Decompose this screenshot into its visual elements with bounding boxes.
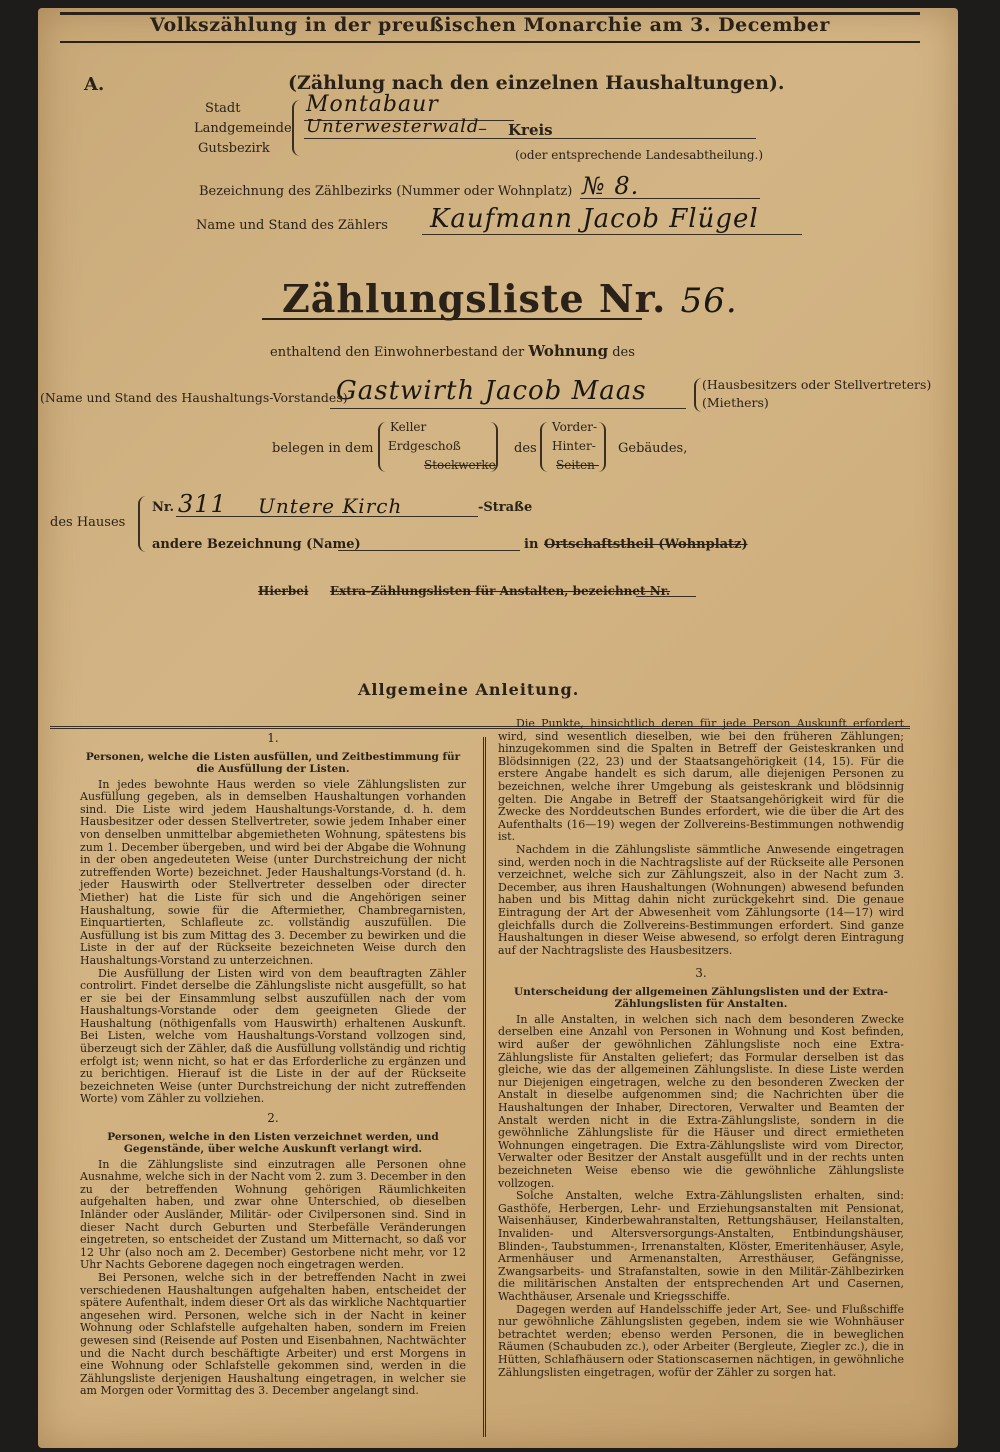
section-3-paragraph-3: Dagegen werden auf Handelsschiffe jeder Art, See- und Flußschiffe nur gewöhnliche Zählungslisten gegeben, indem sie wie Wohnhäuser betrachtet werden; ebenso werden Personen, die in beweglichen Räumen (Schaubuden zc.), oder Arbeiter (Bergleute, Ziegler zc.), die in Hütten, Schlafhäusern oder Stationscasernen nächtigen, in gewöhnliche Zählungslisten eingetragen, wofür der Zähler zu sorgen hat. (498, 1302, 904, 1379)
label-stadt: Stadt (205, 101, 241, 116)
list-number: 56. (680, 281, 738, 321)
column-divider (483, 737, 486, 1437)
located-label: belegen in dem (272, 441, 374, 456)
street-line (176, 516, 478, 517)
extra-line (636, 596, 696, 597)
section-3-paragraph-1: In alle Anstalten, in welchen sich nach dem besonderen Zwecke derselben eine Anzahl von Personen in Wohnung und Kost befinden, wird außer der gewöhnlichen Zählungsliste noch eine Extra-Zählungsliste für Anstalten geliefert; das Formular derselben ist das gleiche, wie das der allgemeinen Zählungsliste. In diese Liste werden nur Diejenigen eingetragen, welche zu den besonderen Zwecken der Anstalt in dieselbe aufgenommen sind; die Nachrichten über die Haushaltungen der Inhaber, Directoren, Verwalter und Beamten der Anstalt werden nicht in die Extra-Zählungsliste, sondern in die gewöhnliche Zählungsliste für die Häuser und direct ermietheten Wohnungen eingetragen. Die Extra-Zählungsliste wird vom Director, Verwalter oder Besitzer der Anstalt ausgefüllt und in der rechts unten bezeichneten Weise ebenso wie die gewöhnliche Zählungsliste vollzogen. (498, 1012, 904, 1190)
building-brace-right (598, 422, 606, 472)
building-suffix: Gebäudes, (618, 441, 688, 456)
dwelling-intro: enthaltend den Einwohnerbestand der Wohnung des (270, 342, 635, 360)
counter-value: Kaufmann Jacob Flügel (430, 204, 759, 234)
census-district-label: Bezeichnung des Zählbezirks (Nummer oder Wohnplatz) (199, 184, 573, 199)
section-1-paragraph-1: In jedes bewohnte Haus werden so viele Zählungslisten zur Ausfüllung gegeben, als in demselben Haushaltungen vorhanden sind. Die Liste wird jedem Haushaltungs-Vorstande, d. h. dem Hausbesitzer oder dessen Stellvertreter, sowie jedem Inhaber einer von denselben unmittelbar abgemietheten Wohnung, spätestens bis zum 1. December übergeben, und wird bei der Abgabe die Wohnung in der oben angedeuteten Weise (unter Durchstreichung der nicht zutreffenden Worte) bezeichnet. Jeder Haushaltungs-Vorstand (d. h. jeder Hauswirth oder Stellvertreter desselben oder directer Miether) hat die Liste für sich und die Angehörigen seiner Haushaltung, sowie für die Aftermiether, Chambregarnisten, Einquartierten, Schlafleute zc. vollständig auszufüllen. Die Ausfüllung ist bis zum Mittag des 3. December zu bewirken und die Liste in der auf der Rückseite bezeichneten Weise durch den Haushaltungs-Vorstand zu unterzeichnen. (80, 777, 466, 967)
kreis-label: Kreis (508, 121, 553, 139)
section-2-paragraph-1: In die Zählungsliste sind einzutragen alle Personen ohne Ausnahme, welche sich in der Nacht vom 2. zum 3. December in den zu der betreffenden Wohnung gehörigen Räumlichkeiten aufgehalten haben, und zwar ohne Unterschied, ob dieselben Inländer oder Ausländer, Militär- oder Civilpersonen sind. Sind in dieser Nacht durch Geburten und Sterbefälle Veränderungen eingetreten, so entscheidet der Zustand um Mitternacht, so daß vor 12 Uhr (also noch am 2. December) Gestorbene nicht mehr, vor 12 Uhr Nachts Geborene dagegen noch eingetragen werden. (80, 1157, 466, 1272)
floor-option-erdgeschoss: Erdgeschoß (388, 439, 461, 453)
banner-title: Volkszählung in der preußischen Monarchie am 3. December (150, 14, 830, 36)
list-title-text: Zählungsliste Nr. (282, 276, 667, 321)
section-3-number: 3. (695, 966, 707, 981)
building-brace-left (540, 422, 548, 472)
section-3-paragraph-2: Solche Anstalten, welche Extra-Zählungslisten erhalten, sind: Gasthöfe, Herbergen, Lehr- und Erziehungsanstalten mit Pensionat, Waisenhäuser, Kinderbewahranstalten, Rettungshäuser, Heilanstalten, Invaliden- und Altersversorgungs-Anstalten, Entbindungshäuser, Blinden-, Taubstummen-, Irrenanstalten, Klöster, Emeritenhäuser, Asyle, Armenhäuser und Armenanstalten, Arresthäuser, Gefängnisse, Zwangsarbeits- und Strafanstalten, sowie in den Militär-Zählbezirken die militärischen Anstalten der entsprechenden Art und Casernen, Wachthäuser, Arsenale und Kriegsschiffe. (498, 1189, 904, 1303)
counter-label: Name und Stand des Zählers (196, 218, 388, 233)
head-value: Gastwirth Jacob Maas (336, 376, 647, 406)
floor-option-stockwerke: Stockwerke (424, 458, 496, 472)
street-value: Untere Kirch (258, 494, 403, 518)
location-brace (292, 100, 302, 156)
kreis-note: (oder entsprechende Landesabtheilung.) (515, 148, 764, 162)
building-option-vorder: Vorder- (552, 420, 598, 434)
section-2-number: 2. (267, 1111, 279, 1126)
label-gutsbezirk: Gutsbezirk (198, 141, 270, 156)
house-label: des Hauses (50, 515, 126, 530)
district-value: Unterwesterwald (306, 116, 480, 137)
house-nr-value: 311 (178, 490, 227, 518)
floor-brace-right (490, 422, 498, 472)
place-label: Ortschaftstheil (Wohnplatz) (544, 537, 748, 552)
city-value: Montabaur (306, 92, 439, 117)
instructions-heading: Allgemeine Anleitung. (358, 680, 580, 699)
census-district-value: № 8. (582, 172, 640, 200)
des-label: des (514, 441, 537, 456)
extra-prefix: Hierbei (258, 584, 309, 598)
floor-option-keller: Keller (390, 420, 427, 434)
section-2-title: Personen, welche in den Listen verzeichnet werden, und Gegenstände, über welche Auskunft verlangt wird. (107, 1130, 439, 1155)
title-underline (262, 318, 642, 320)
section-1-number: 1. (267, 731, 279, 745)
owner-option-2: (Miethers) (702, 395, 769, 410)
other-name-label: andere Bezeichnung (Name) (152, 537, 361, 552)
section-1-paragraph-2: Die Ausfüllung der Listen wird von dem beauftragten Zähler controlirt. Findet derselbe die Zählungsliste nicht ausgefüllt, so hat er sie bei der Einsammlung selbst auszufüllen nach der vom Haushaltungs-Vorstande oder dem geeigneten Gliede der Haushaltung (nöthigenfalls vom Hauswirth) erhaltenen Auskunft. Bei Listen, welche vom Haushaltungs-Vorstand vollzogen sind, überzeugt sich der Zähler, daß die Ausfüllung vollständig und richtig erfolgt ist; wenn nicht, so hat er das Erforderliche zu ergänzen und zu berichtigen. Hierauf ist die Liste in der auf der Rückseite bezeichneten Weise (unter Durchstreichung der nicht zutreffenden Worte) vom Zähler zu vollziehen. (80, 966, 466, 1106)
extra-text: Extra-Zählungslisten für Anstalten, bezeichnet Nr. (330, 584, 671, 598)
building-option-seiten: Seiten- (556, 458, 599, 472)
label-landgemeinde: Landgemeinde (194, 121, 292, 136)
floor-brace-left (378, 422, 386, 472)
section-2-paragraph-3: Die Punkte, hinsichtlich deren für jede Person Auskunft erfordert wird, sind wesentlich dieselben, wie bei den früheren Zählungen; hinzugekommen sind die Spalten in Betreff der Geisteskranken und Blödsinnigen (22, 23) und der Staatsangehörigkeit (14, 15). Für die erstere Angabe handelt es sich darum, alle diejenigen Personen zu bezeichnen, welche ihrer Umgebung als geisteskrank und blödsinnig gelten. Die Angabe in Betreff der Staatsangehörigkeit wird für die Zwecke des Norddeutschen Bundes erfordert, wie die über die Art des Aufenthalts (16—19) wegen der Zollvereins-Bestimmungen nothwendig ist. (498, 717, 904, 844)
section-2-paragraph-2: Bei Personen, welche sich in der betreffenden Nacht in zwei verschiedenen Haushaltungen aufgehalten haben, entscheidet der spätere Aufenthalt, indem dieser Ort als das wirkliche Nachtquartier angesehen wird. Personen, welche sich in der Nacht in keiner Wohnung oder Schlafstelle aufgehalten haben, sondern im Freien gewesen sind (Reisende auf Posten und Eisenbahnen, Nachtwächter und die Nacht durch beschäftigte Arbeiter) und erst Morgens in eine Wohnung oder Schlafstelle gekommen sind, werden in die Zählungsliste derjenigen Haushaltung eingetragen, in welcher sie am Morgen oder Vormittag des 3. December angelangt sind. (80, 1270, 466, 1398)
instructions-left-column (80, 732, 466, 1398)
owner-option-1: (Hausbesitzers oder Stellvertreters) (702, 377, 932, 392)
section-3-title: Unterscheidung der allgemeinen Zählungslisten und der Extra-Zählungslisten für Anstalten. (513, 985, 889, 1010)
section-2-paragraph-4: Nachdem in die Zählungsliste sämmtliche Anwesende eingetragen sind, werden noch in die Nachtragsliste auf der Rückseite alle Personen verzeichnet, welche sich zur Zählungszeit, also in der Nacht zum 3. December, aus ihren Haushaltungen (Wohnungen) abwesend befunden haben und bis Mittag dahin nicht zurückgekehrt sind. Die genaue Eintragung der Art der Abwesenheit vom Zählungsorte (14—17) wird gleichfalls durch die Zollvereins-Bestimmungen erfordert. Sind ganze Haushaltungen in dieser Weise abwesend, so erfolgt deren Eintragung auf der Nachtragsliste des Hausbesitzers. (498, 842, 904, 957)
form-letter: A. (84, 74, 105, 95)
house-nr-label: Nr. (152, 500, 175, 515)
list-title (282, 276, 738, 321)
section-1-title: Personen, welche die Listen ausfüllen, und Zeitbestimmung für die Ausfüllung der Listen. (85, 750, 461, 775)
head-line (330, 408, 686, 409)
district-line (304, 138, 756, 139)
dwelling-intro-bold: Wohnung (528, 342, 609, 360)
other-name-line (338, 550, 520, 551)
street-suffix: -Straße (478, 500, 533, 515)
building-option-hinter: Hinter- (552, 439, 596, 453)
in-label: in (524, 537, 539, 552)
census-district-line (580, 198, 760, 199)
owner-brace (694, 378, 702, 412)
instructions-right-column (498, 718, 904, 1379)
form-subtitle: (Zählung nach den einzelnen Haushaltungen). (288, 72, 785, 94)
counter-line (422, 234, 802, 235)
head-label: (Name und Stand des Haushaltungs-Vorstandes) (40, 390, 348, 405)
house-brace (138, 496, 147, 552)
